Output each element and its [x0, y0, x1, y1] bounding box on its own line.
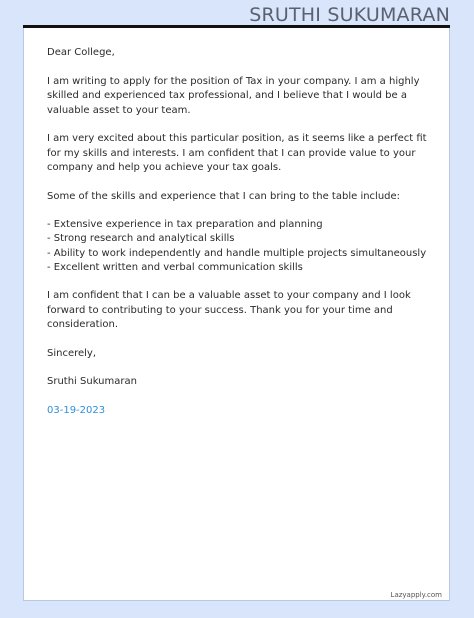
letter-paragraph-intro: I am writing to apply for the position of Tax in your company. I am a highly skilled and experienced tax professional, and I believe that I would be a valuable asset to your team.	[47, 75, 420, 116]
letter-closing-paragraph: I am confident that I can be a valuable asset to your company and I look forward to contributing to your success. Thank you for your time and consideration.	[47, 290, 411, 331]
skills-list-item: - Excellent written and verbal communication skills	[47, 261, 303, 273]
letter-sign-off: Sincerely,	[47, 347, 97, 359]
cover-letter-body	[47, 46, 432, 432]
skills-list	[47, 218, 432, 275]
footer-brand: Lazyapply.com	[390, 591, 442, 599]
letter-paragraph-motivation: I am very excited about this particular position, as it seems like a perfect fit for my skills and interests. I am confident that I can provide value to your company and help you achieve your tax goals.	[47, 133, 427, 173]
signature-name: Sruthi Sukumaran	[47, 376, 137, 388]
skills-list-item: - Ability to work independently and handle multiple projects simultaneously	[47, 247, 427, 259]
letter-paragraph-skills-intro: Some of the skills and experience that I can bring to the table include:	[47, 190, 401, 202]
skills-list-item: - Extensive experience in tax preparation and planning	[47, 219, 323, 230]
letter-date: 03-19-2023	[47, 404, 106, 416]
skills-list-item: - Strong research and analytical skills	[47, 233, 235, 245]
applicant-name-heading: SRUTHI SUKUMARAN	[249, 4, 450, 26]
letter-greeting: Dear College,	[47, 47, 115, 58]
